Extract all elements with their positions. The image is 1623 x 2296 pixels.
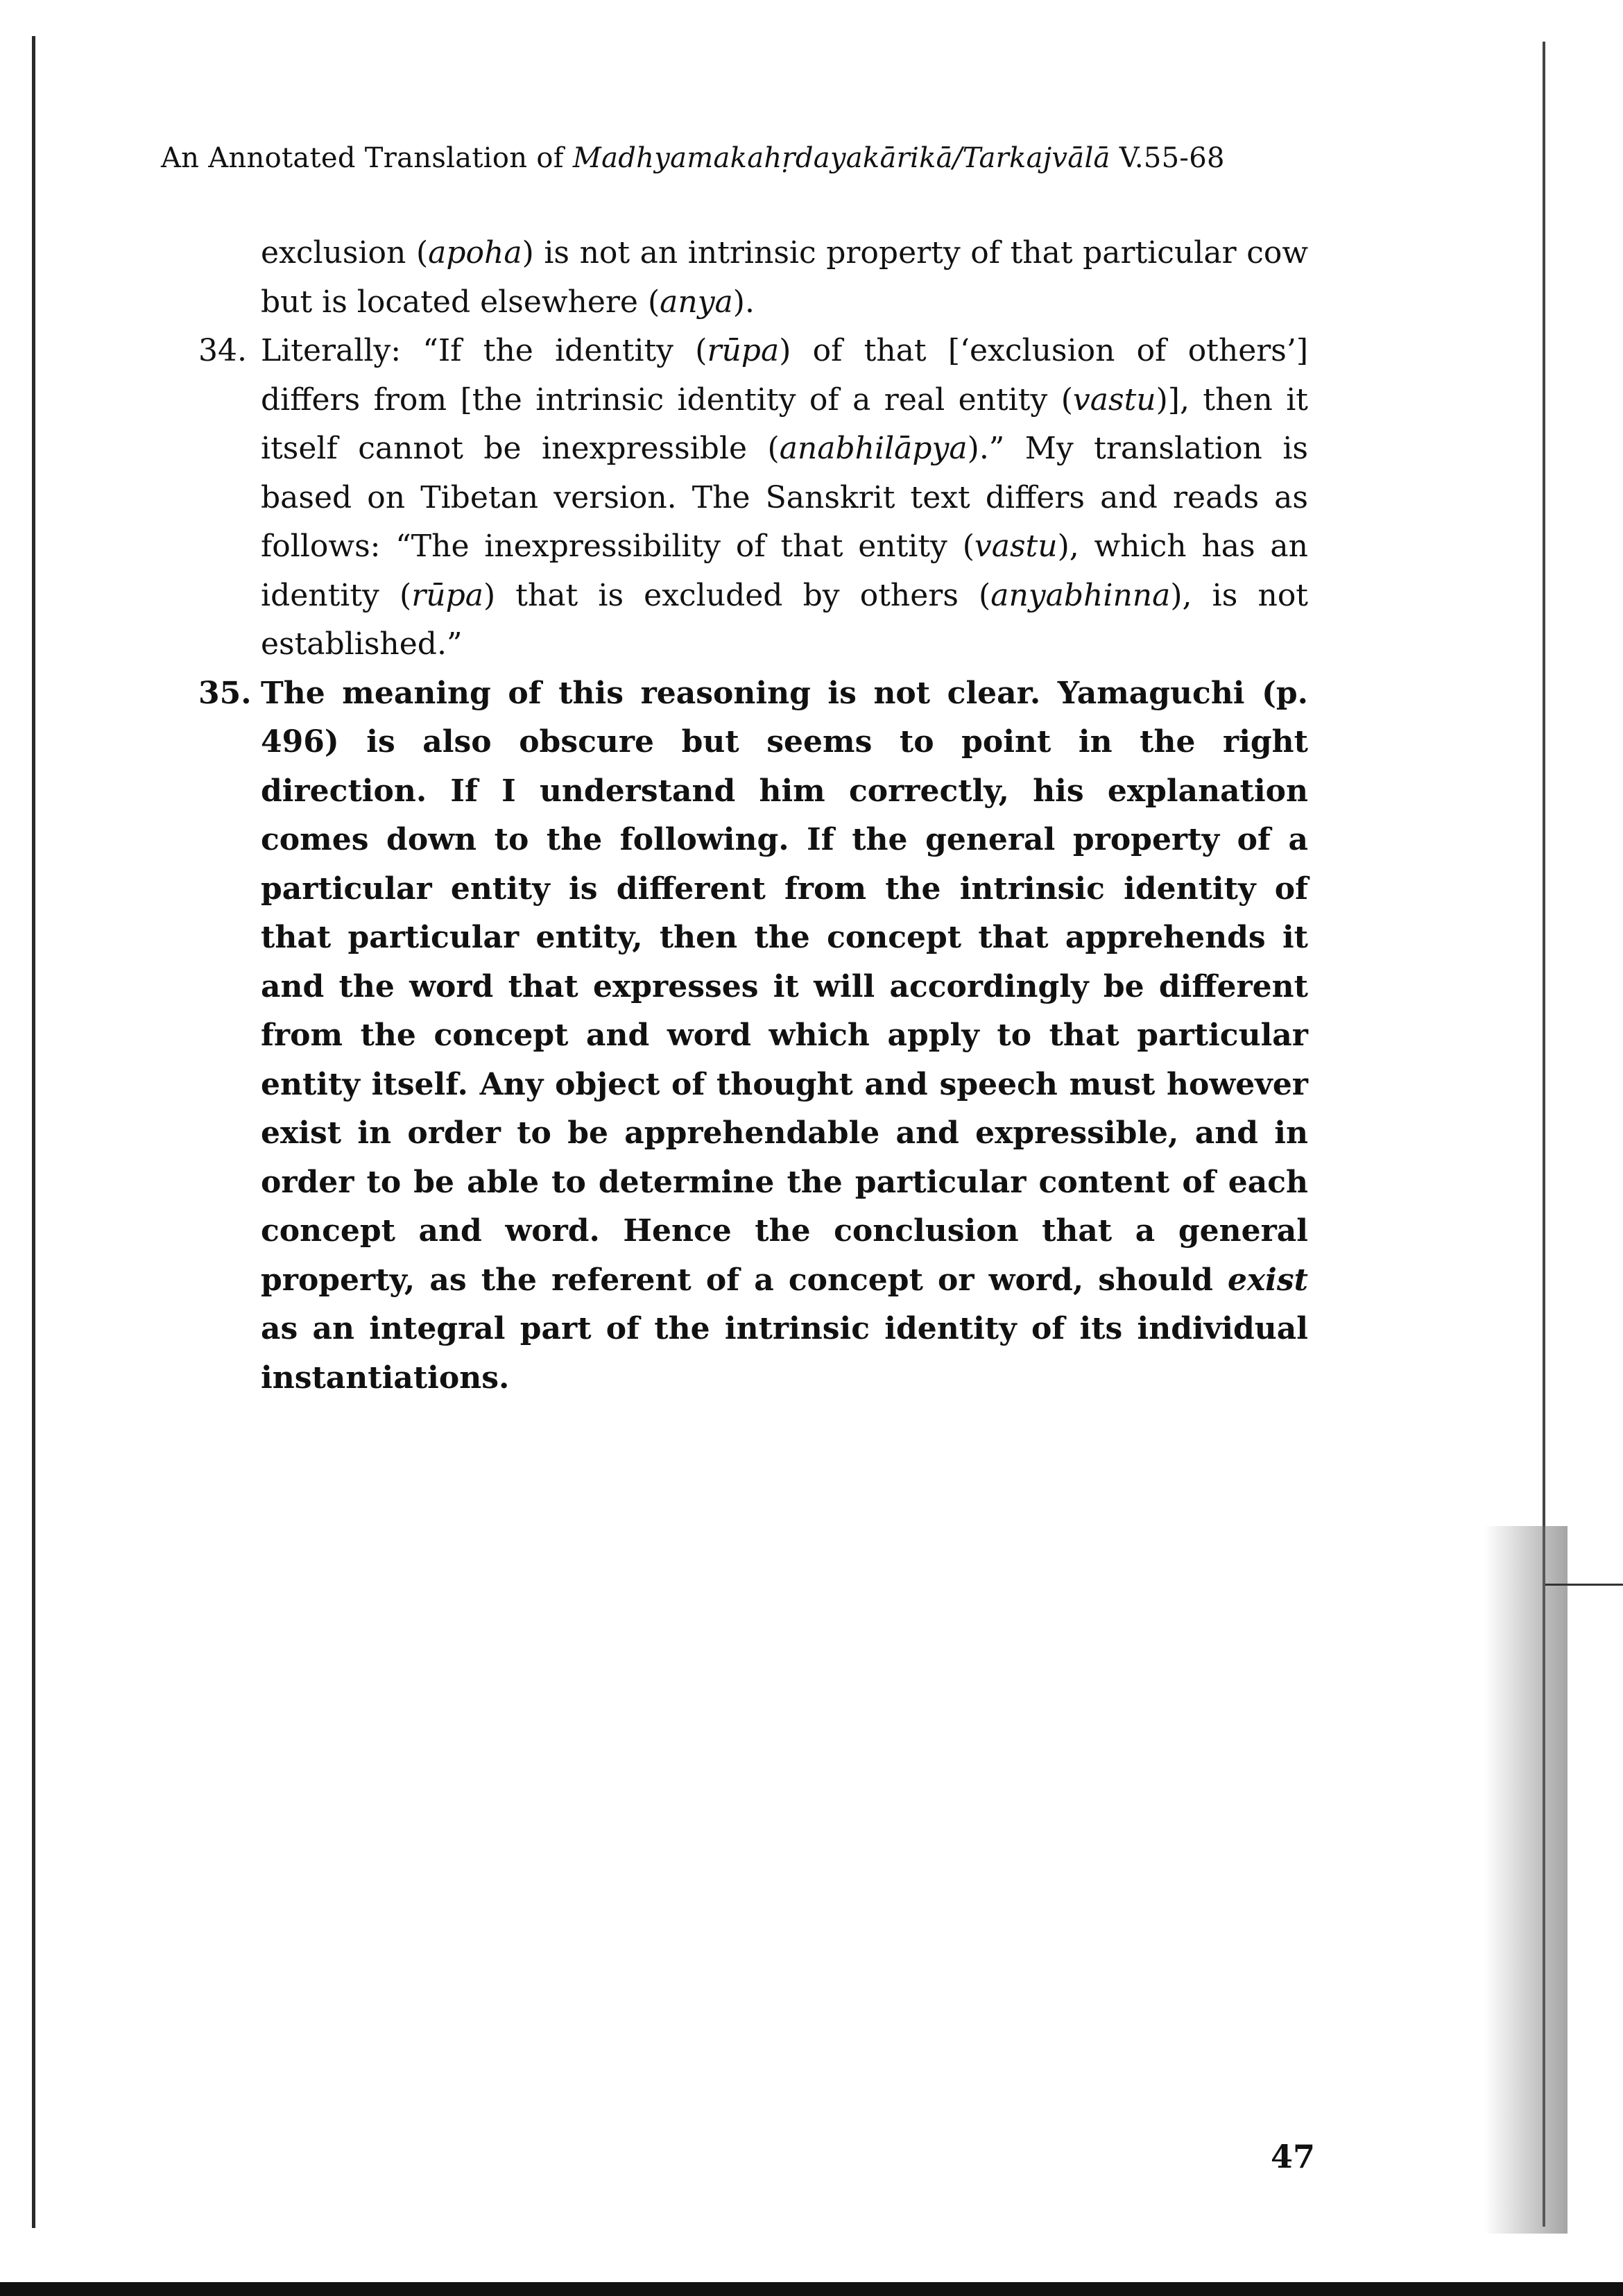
note-text: ) of that [‘exclusion of others’] differs from [the intrinsic identity of a real entity ( xyxy=(261,333,1309,418)
note-35 xyxy=(198,669,1308,1403)
emphasis-term: exist xyxy=(1227,1262,1308,1298)
sanskrit-term: anya xyxy=(660,284,733,320)
sanskrit-term: anyabhinna xyxy=(990,577,1171,613)
page-number: 47 xyxy=(1271,2138,1316,2175)
scan-binding-edge-left xyxy=(32,36,35,2228)
note-number: 35. xyxy=(198,675,252,711)
sanskrit-term: anabhilāpya xyxy=(779,431,968,466)
running-header-title: Madhyamakahṛdayakārikā/Tarkajvālā xyxy=(572,142,1110,174)
scan-mark-right xyxy=(1545,1584,1623,1586)
sanskrit-term: rūpa xyxy=(411,577,483,613)
endnotes xyxy=(198,229,1308,1403)
note-text: )], then it itself cannot be inexpressible ( xyxy=(261,382,1308,466)
note-text: ).” My translation is based on Tibetan version. The Sanskrit text differs and reads as follows: “The inexpressibility of that entity ( xyxy=(261,431,1309,564)
sanskrit-term: rūpa xyxy=(707,333,780,368)
note-number: 34. xyxy=(198,333,247,368)
note-text: ) that is excluded by others ( xyxy=(483,577,991,613)
note-text: ), which has an identity ( xyxy=(261,529,1308,613)
sanskrit-term: vastu xyxy=(974,529,1058,564)
sanskrit-term: vastu xyxy=(1072,382,1156,418)
running-header xyxy=(161,139,1225,178)
running-header-verses: V.55-68 xyxy=(1110,142,1225,174)
note-text: The meaning of this reasoning is not clear. Yamaguchi (p. 496) is also obscure but seems to point in the right direction. If I understand him correctly, his explanation comes down to the following. If the general property of a particular entity is different from the intrinsic identity of that particular entity, then the concept that apprehends it and the word that expresses it will accordingly be different from the concept and word which apply to that particular entity itself. Any object of thought and speech must however exist in order to be apprehendable and expressible, and in order to be able to determine the particular content of each concept and word. Hence the conclusion that a general property, as the referent of a concept or word, should xyxy=(261,675,1308,1298)
note-text: ). xyxy=(732,284,755,320)
sanskrit-term: apoha xyxy=(428,235,522,271)
note-34 xyxy=(198,327,1308,669)
scan-shadow-right xyxy=(1484,1526,1568,2234)
note-text: exclusion ( xyxy=(261,235,429,271)
note-text: ), is not established.” xyxy=(261,577,1308,662)
note-33-continuation xyxy=(261,229,1308,327)
note-text: ) is not an intrinsic property of that particular cow but is located elsewhere ( xyxy=(261,235,1308,320)
note-text: as an integral part of the intrinsic identity of its individual instantiations. xyxy=(261,1311,1308,1396)
note-text: Literally: “If the identity ( xyxy=(261,333,707,368)
running-header-prefix: An Annotated Translation of xyxy=(161,142,573,174)
scan-bottom-edge xyxy=(0,2282,1623,2296)
